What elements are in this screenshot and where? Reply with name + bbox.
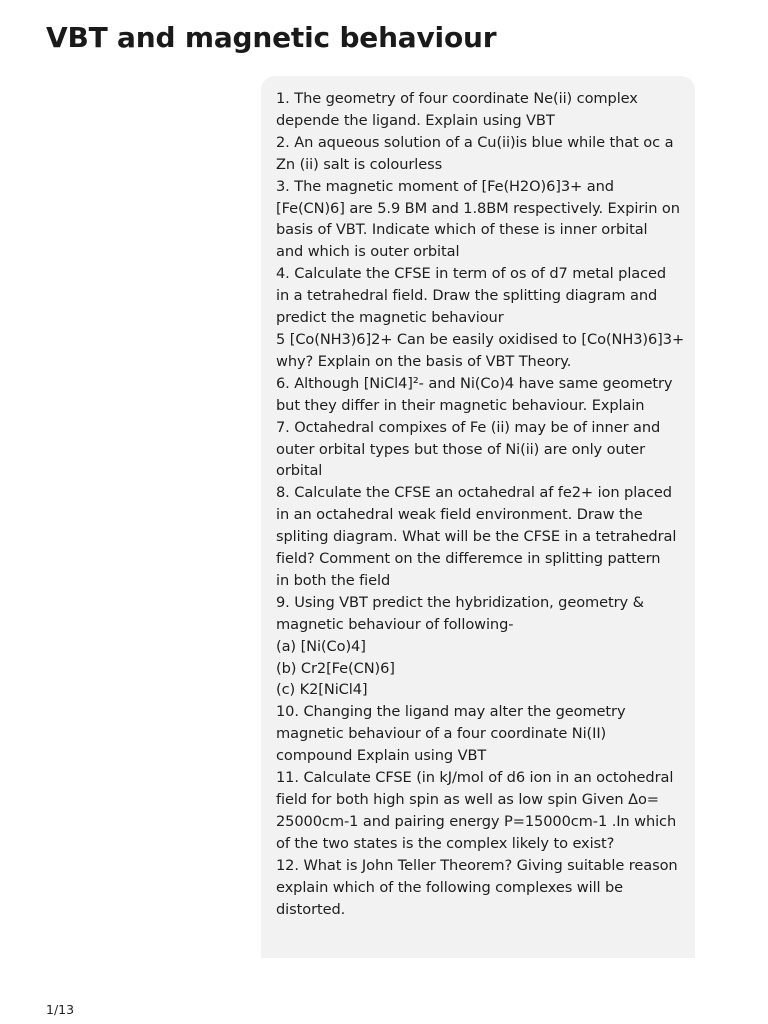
- text-line: orbital: [276, 462, 323, 480]
- text-line: 5 [Co(NH3)6]2+ Can be easily oxidised to [Co(NH3)6]3+: [276, 330, 685, 348]
- text-line: spliting diagram. What will be the CFSE in a tetrahedral: [276, 528, 677, 546]
- text-line: 7. Octahedral compixes of Fe (ii) may be of inner and: [276, 418, 661, 436]
- text-line: 8. Calculate the CFSE an octahedral af fe2+ ion placed: [276, 484, 672, 502]
- text-line: (c) K2[NiCl4]: [276, 681, 368, 699]
- text-line: basis of VBT. Indicate which of these is inner orbital: [276, 221, 648, 239]
- text-line: field? Comment on the differemce in splitting pattern: [276, 550, 661, 568]
- page-title: VBT and magnetic behaviour: [46, 21, 497, 54]
- text-line: 25000cm-1 and pairing energy P=15000cm-1 .In which: [276, 812, 677, 830]
- text-line: 11. Calculate CFSE (in kJ/mol of d6 ion in an octohedral: [276, 769, 674, 787]
- text-line: 1. The geometry of four coordinate Ne(ii) complex: [276, 90, 638, 107]
- page-indicator: 1/13: [46, 1002, 75, 1017]
- text-line: distorted.: [276, 900, 346, 918]
- text-line: magnetic behaviour of a four coordinate Ni(II): [276, 725, 607, 743]
- text-line: outer orbital types but those of Ni(ii) are only outer: [276, 440, 645, 458]
- text-line: predict the magnetic behaviour: [276, 309, 504, 327]
- text-line: magnetic behaviour of following-: [276, 615, 514, 633]
- message-bubble: [261, 76, 695, 958]
- text-line: depende the ligand. Explain using VBT: [276, 111, 555, 129]
- text-line: compound Explain using VBT: [276, 747, 487, 765]
- message-text: [276, 88, 685, 920]
- text-line: field for both high spin as well as low spin Given Δo=: [276, 791, 659, 808]
- text-line: in an octahedral weak field environment. Draw the: [276, 506, 643, 524]
- text-line: (a) [Ni(Co)4]: [276, 637, 366, 655]
- text-line: Zn (ii) salt is colourless: [276, 155, 443, 173]
- text-line: 3. The magnetic moment of [Fe(H2O)6]3+ and: [276, 177, 614, 195]
- text-line: [Fe(CN)6] are 5.9 BM and 1.8BM respectively. Expirin on: [276, 199, 680, 217]
- text-line: (b) Cr2[Fe(CN)6]: [276, 659, 395, 677]
- text-line: in both the field: [276, 571, 391, 589]
- text-line: 6. Although [NiCl4]²- and Ni(Co)4 have same geometry: [276, 374, 673, 392]
- text-line: and which is outer orbital: [276, 243, 460, 261]
- text-line: explain which of the following complexes will be: [276, 878, 624, 896]
- text-line: in a tetrahedral field. Draw the splitting diagram and: [276, 287, 658, 305]
- text-line: 10. Changing the ligand may alter the geometry: [276, 703, 626, 721]
- text-line: 9. Using VBT predict the hybridization, geometry &: [276, 593, 644, 611]
- text-line: 2. An aqueous solution of a Cu(ii)is blue while that oc a: [276, 133, 674, 151]
- text-line: of the two states is the complex likely to exist?: [276, 834, 615, 852]
- text-line: 12. What is John Teller Theorem? Giving suitable reason: [276, 856, 678, 874]
- text-line: but they differ in their magnetic behaviour. Explain: [276, 396, 645, 414]
- text-line: why? Explain on the basis of VBT Theory.: [276, 352, 572, 370]
- text-line: 4. Calculate the CFSE in term of os of d7 metal placed: [276, 265, 667, 283]
